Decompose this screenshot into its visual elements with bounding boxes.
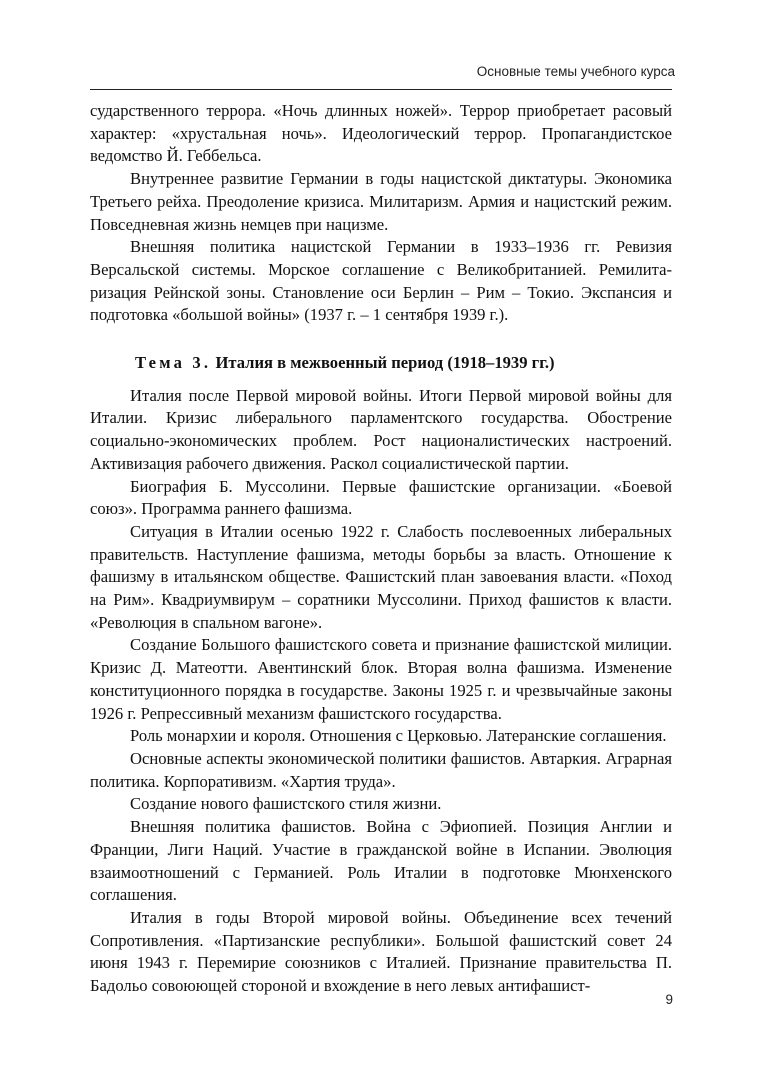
running-header: Основные темы учебного курса	[476, 64, 675, 79]
paragraph: Создание Большого фашистского совета и признание фашистской милиции. Кризис Д. Матеотти. Авентинский блок. Вторая волна фашизма. Изменение конституционного порядка в государстве. Законы 1925 г. и чрезвычайные законы 1926 г. Репрессивный механизм фашистского государства.	[90, 635, 672, 723]
paragraph: Италия в годы Второй мировой войны. Объединение всех течений Сопротивления. «Партизанские республики». Большой фашистский совет 24 июня 1943 г. Перемирие союзников с Италией. Признание правительства П. Бадольо совоюющей стороной и вхождение в него левых антифашист-	[90, 907, 672, 996]
paragraph: Роль монархии и короля. Отношения с Церковью. Латеранские соглашения.	[130, 726, 667, 746]
header-rule	[90, 89, 672, 90]
section-title: Италия в межвоенный период (1918–1939 гг.)	[215, 353, 555, 373]
section-heading	[90, 327, 672, 385]
paragraph: Создание нового фашистского стиля жизни.	[130, 794, 442, 814]
paragraph: Внешняя политика фашистов. Война с Эфиопией. Позиция Англии и Франции, Лиги Наций. Участие в гражданской войне в Испании. Эволюция взаимоотношений с Германией. Роль Италии в подготовке Мюнхенского соглашения.	[90, 817, 672, 905]
section-label: Тема 3.	[135, 353, 212, 373]
paragraph: Основные аспекты экономической политики фашистов. Автаркия. Аграрная политика. Корпоративизм. «Хартия труда».	[90, 748, 672, 791]
page-body	[90, 100, 672, 998]
page-number: 9	[665, 992, 673, 1007]
paragraph: Внутреннее развитие Германии в годы нацистской диктатуры. Экономика Третьего рейха. Преодоление кризиса. Милитаризм. Армия и нацистский режим. Повседневная жизнь немцев при нацизме.	[90, 169, 672, 234]
paragraph: Ситуация в Италии осенью 1922 г. Слабость послевоенных либеральных правительств. Наступление фашизма, методы борьбы за власть. Отношение к фашизму в итальянском обществе. Фашистский план завоевания власти. «Поход на Рим». Квадриумвирум – соратники Муссолини. Приход фашистов к власти. «Революция в спальном вагоне».	[90, 521, 672, 632]
paragraph: Внешняя политика нацистской Германии в 1933–1936 гг. Ревизия Версальской системы. Морское соглашение с Великобританией. Ремилитаризация Рейнской зоны. Становление оси Берлин – Рим – Токио. Экспансия и подготовка «большой войны» (1937 г. – 1 сентября 1939 г.).	[90, 237, 672, 325]
paragraph: Италия после Первой мировой войны. Итоги Первой мировой войны для Италии. Кризис либерального парламентского государства. Обострение социально-экономических проблем. Рост националистических настроений. Активизация рабочего движения. Раскол социалистической партии.	[90, 385, 672, 473]
paragraph: Биография Б. Муссолини. Первые фашистские организации. «Боевой союз». Программа раннего фашизма.	[90, 476, 672, 519]
paragraph: сударственного террора. «Ночь длинных ножей». Террор приобретает расовый характер: «хрустальная ночь». Идеологический террор. Пропагандистское ведомство Й. Геббельса.	[90, 101, 672, 166]
